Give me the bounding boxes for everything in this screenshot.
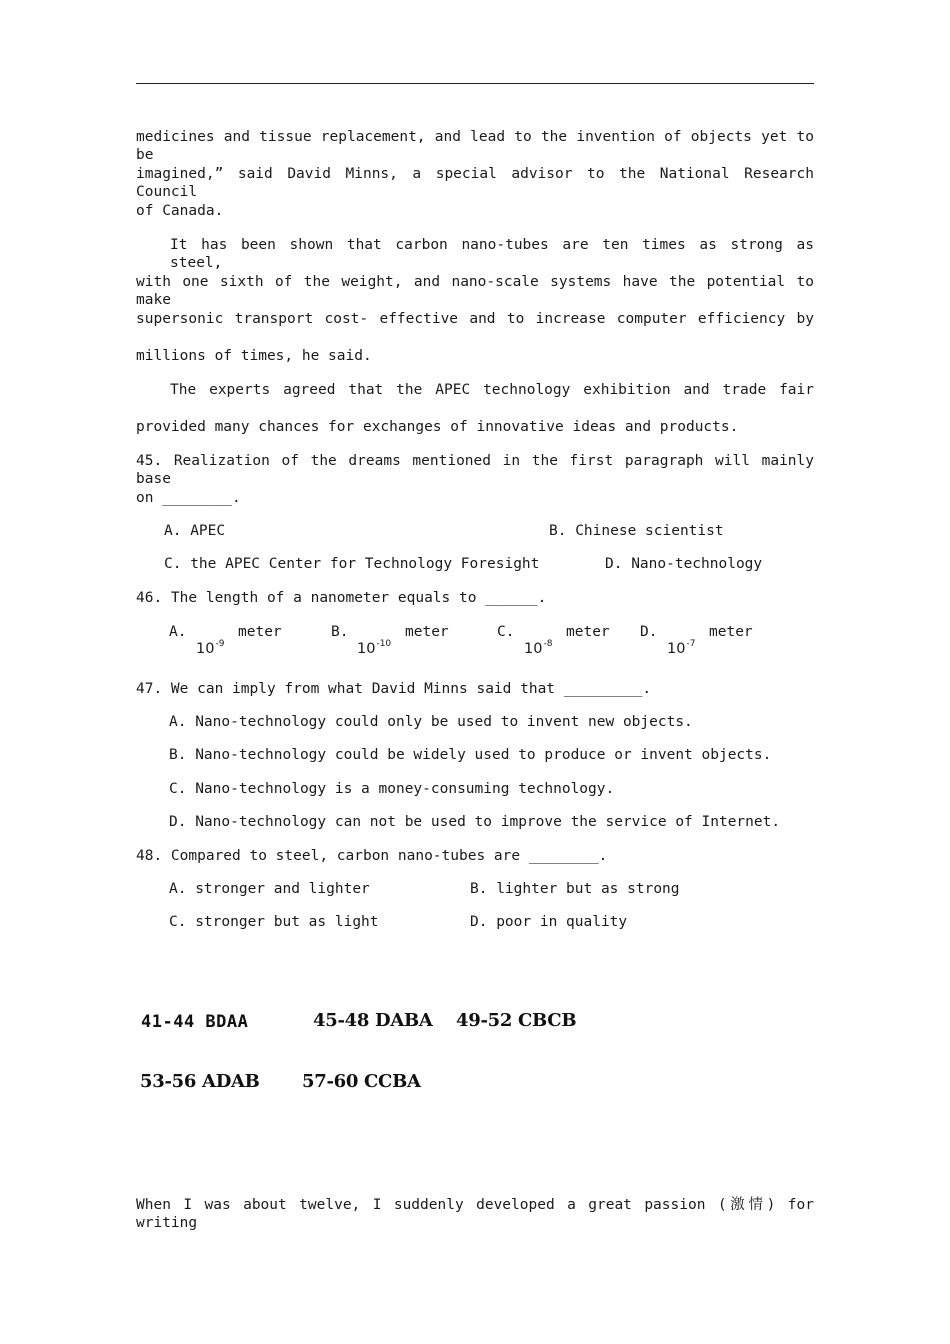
- question-46-option-d-value: $10^{-7}$: [667, 639, 696, 657]
- passage-line: of Canada.: [136, 203, 224, 219]
- answer-key-49-52: 49-52 CBCB: [456, 1010, 577, 1031]
- question-45-stem: on ________.: [136, 490, 241, 506]
- question-46-option-d-unit: meter: [709, 624, 753, 640]
- passage-line: supersonic transport cost- effective and to increase computer efficiency by: [136, 311, 814, 327]
- question-46-option-c-value: $10^{-8}$: [524, 639, 553, 657]
- passage-line: medicines and tissue replacement, and lead to the invention of objects yet to be: [136, 129, 814, 163]
- question-46-option-b-letter: B.: [331, 624, 349, 640]
- question-47-option-d: D. Nano-technology can not be used to improve the service of Internet.: [169, 814, 781, 830]
- question-46-option-b-value: $10^{-10}$: [357, 639, 392, 657]
- answer-key-53-56: 53-56 ADAB: [140, 1071, 260, 1092]
- question-45-option-b: B. Chinese scientist: [549, 523, 724, 539]
- header-rule: [136, 83, 814, 84]
- question-47-option-c: C. Nano-technology is a money-consuming technology.: [169, 781, 615, 797]
- passage-line: It has been shown that carbon nano-tubes are ten times as strong as steel,: [170, 237, 814, 271]
- question-48-option-b: B. lighter but as strong: [470, 881, 680, 897]
- question-47-option-b: B. Nano-technology could be widely used to produce or invent objects.: [169, 747, 772, 763]
- question-46-option-c-letter: C.: [497, 624, 515, 640]
- question-45-option-a: A. APEC: [164, 523, 226, 539]
- question-48-option-c: C. stronger but as light: [169, 914, 379, 930]
- question-46-option-d-letter: D.: [640, 624, 658, 640]
- question-47-option-a: A. Nano-technology could only be used to invent new objects.: [169, 714, 693, 730]
- passage-line: provided many chances for exchanges of innovative ideas and products.: [136, 419, 739, 435]
- question-47-stem: 47. We can imply from what David Minns said that _________.: [136, 681, 652, 697]
- answer-key-45-48: 45-48 DABA: [313, 1010, 433, 1031]
- question-46-option-b-unit: meter: [405, 624, 449, 640]
- question-46-stem: 46. The length of a nanometer equals to ______.: [136, 590, 547, 606]
- question-45-option-d: D. Nano-technology: [605, 556, 763, 572]
- answer-key-57-60: 57-60 CCBA: [302, 1071, 421, 1092]
- passage-line: The experts agreed that the APEC technology exhibition and trade fair: [170, 382, 814, 398]
- question-46-option-a-letter: A.: [169, 624, 187, 640]
- question-45-option-c: C. the APEC Center for Technology Foresight: [164, 556, 540, 572]
- question-46-option-a-value: $10^{-9}$: [196, 639, 225, 657]
- question-45-stem: 45. Realization of the dreams mentioned in the first paragraph will mainly base: [136, 453, 814, 487]
- question-48-stem: 48. Compared to steel, carbon nano-tubes are ________.: [136, 848, 608, 864]
- next-passage-line: When I was about twelve, I suddenly developed a great passion (激情) for writing: [136, 1197, 814, 1231]
- passage-line: millions of times, he said.: [136, 348, 372, 364]
- passage-line: imagined,” said David Minns, a special advisor to the National Research Council: [136, 166, 814, 200]
- question-48-option-d: D. poor in quality: [470, 914, 628, 930]
- question-46-option-c-unit: meter: [566, 624, 610, 640]
- question-46-option-a-unit: meter: [238, 624, 282, 640]
- answer-key-41-44: 41-44 BDAA: [141, 1012, 249, 1032]
- passage-line: with one sixth of the weight, and nano-scale systems have the potential to make: [136, 274, 814, 308]
- question-48-option-a: A. stronger and lighter: [169, 881, 370, 897]
